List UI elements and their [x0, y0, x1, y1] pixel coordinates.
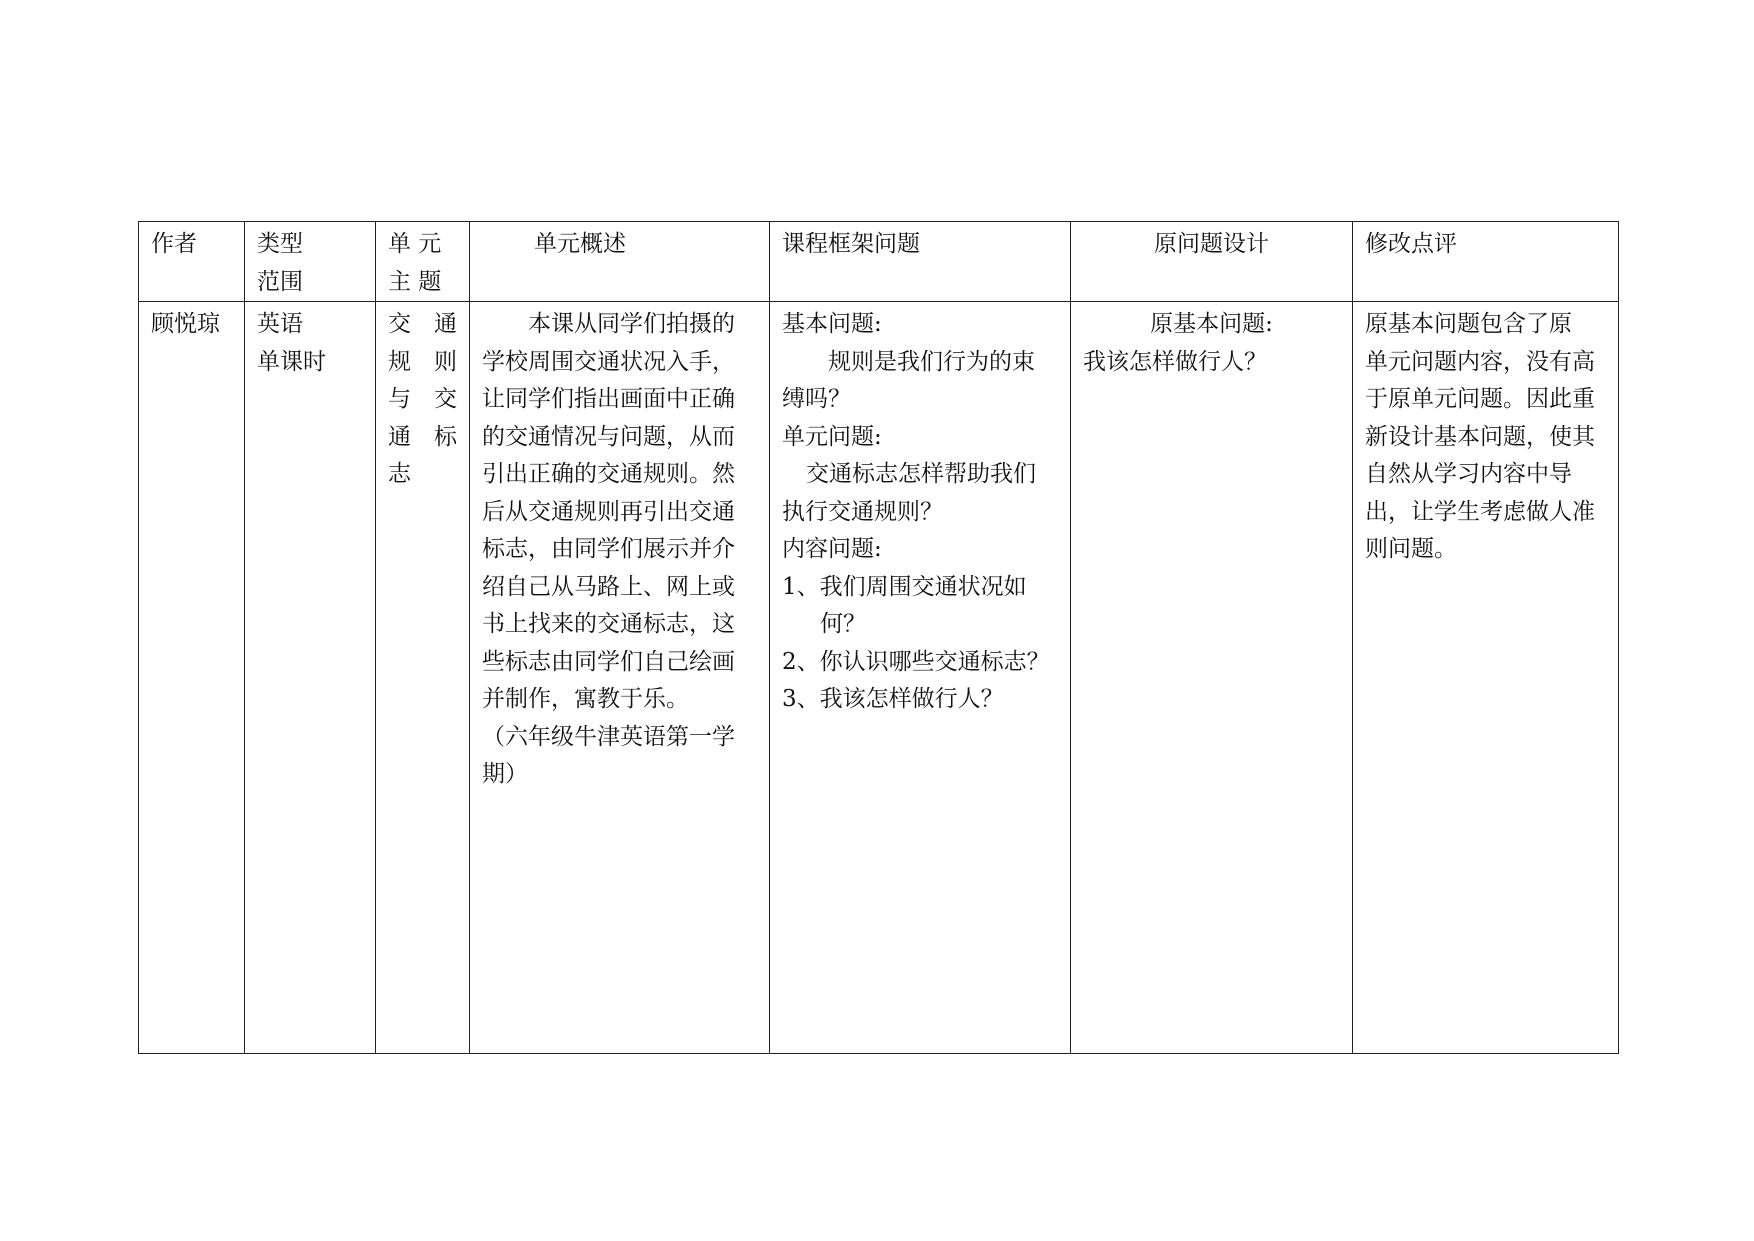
theme-line: 规 则	[388, 348, 457, 375]
overview-line: 引出正确的交通规则。然	[482, 461, 735, 487]
range-value: 单课时	[257, 348, 326, 375]
theme-line: 与 交	[388, 386, 457, 412]
cell-type-range	[245, 302, 376, 1054]
header-original-design	[1071, 222, 1353, 302]
cell-original-design	[1071, 302, 1353, 1054]
header-overview	[470, 222, 770, 302]
overview-line: 让同学们指出画面中正确	[482, 386, 735, 412]
header-comment	[1353, 222, 1619, 302]
overview-line: 绍自己从马路上、网上或	[482, 573, 735, 600]
type-value: 英语	[257, 311, 303, 337]
unit-question-text: 执行交通规则？	[782, 498, 943, 525]
header-framework-label: 课程框架问题	[782, 231, 920, 257]
header-unit-theme	[376, 222, 470, 302]
overview-line: 期）	[482, 761, 528, 787]
unit-question-label: 单元问题:	[782, 423, 882, 450]
cell-framework	[770, 302, 1071, 1054]
comment-line: 于原单元问题。因此重	[1365, 386, 1595, 412]
original-basic-question: 我该怎样做行人？	[1083, 348, 1267, 375]
comment-line: 出，让学生考虑做人准	[1365, 498, 1595, 525]
basic-question-text: 规则是我们行为的束	[828, 348, 1035, 375]
original-basic-label: 原基本问题:	[1150, 311, 1273, 337]
comment-line: 则问题。	[1365, 536, 1457, 562]
header-unit-label: 单 元	[388, 231, 442, 257]
comment-line: 单元问题内容，没有高	[1365, 348, 1595, 375]
basic-question-label: 基本问题:	[782, 311, 882, 337]
header-type-label: 类型	[257, 231, 303, 257]
comment-line: 新设计基本问题，使其	[1365, 423, 1595, 450]
overview-line: 书上找来的交通标志，这	[482, 611, 735, 637]
cell-comment	[1353, 302, 1619, 1054]
unit-question-text: 交通标志怎样帮助我们	[806, 461, 1036, 487]
author-name: 顾悦琼	[151, 311, 220, 337]
comment-line: 原基本问题包含了原	[1365, 311, 1572, 337]
content-question-3: 3、我该怎样做行人？	[782, 686, 1004, 712]
overview-line: 后从交通规则再引出交通	[482, 498, 735, 525]
theme-line: 通 标	[388, 423, 457, 450]
cell-overview	[470, 302, 770, 1054]
overview-line: 的交通情况与问题，从而	[482, 423, 735, 450]
overview-line: 并制作，寓教于乐。	[482, 686, 689, 712]
header-framework	[770, 222, 1071, 302]
overview-line: 些标志由同学们自己绘画	[482, 648, 735, 675]
theme-line: 交 通	[388, 311, 457, 337]
header-overview-label: 单元概述	[534, 231, 626, 257]
content-question-1: 何？	[820, 611, 866, 637]
header-comment-label: 修改点评	[1365, 231, 1457, 257]
overview-line: 本课从同学们拍摄的	[528, 311, 735, 337]
header-theme-label: 主 题	[388, 268, 442, 295]
content-question-label: 内容问题:	[782, 536, 882, 562]
overview-line: 标志，由同学们展示并介	[482, 536, 735, 562]
cell-unit-theme	[376, 302, 470, 1054]
header-author	[139, 222, 245, 302]
content-question-1: 1、我们周围交通状况如	[782, 573, 1027, 600]
content-question-2: 2、你认识哪些交通标志？	[782, 648, 1050, 675]
question-design-table	[138, 221, 1619, 1054]
table-header-row	[139, 222, 1619, 302]
table-data-row	[139, 302, 1619, 1054]
basic-question-text: 缚吗？	[782, 386, 851, 412]
header-type-range	[245, 222, 376, 302]
comment-line: 自然从学习内容中导	[1365, 461, 1572, 487]
header-author-label: 作者	[151, 231, 197, 257]
cell-author	[139, 302, 245, 1054]
overview-line: （六年级牛津英语第一学	[482, 723, 735, 750]
overview-line: 学校周围交通状况入手，	[482, 348, 735, 375]
theme-line: 志	[388, 461, 411, 487]
header-range-label: 范围	[257, 268, 303, 295]
header-original-design-label: 原问题设计	[1154, 231, 1269, 257]
